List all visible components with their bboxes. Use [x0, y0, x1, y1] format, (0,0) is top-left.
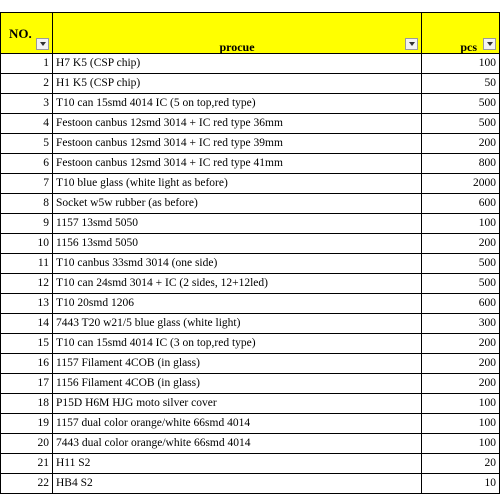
cell-no[interactable]: 7 [1, 174, 53, 194]
cell-procue[interactable]: T10 can 15smd 4014 IC (3 on top,red type) [53, 334, 422, 354]
cell-pcs[interactable]: 100 [422, 434, 500, 454]
table-row [1, 114, 500, 134]
table-row [1, 454, 500, 474]
cell-pcs[interactable]: 300 [422, 314, 500, 334]
cell-pcs[interactable]: 20 [422, 454, 500, 474]
cell-procue[interactable]: Festoon canbus 12smd 3014 + IC red type 36mm [53, 114, 422, 134]
header-label-no: NO. [9, 26, 32, 41]
table-header [1, 13, 500, 54]
cell-no[interactable]: 21 [1, 454, 53, 474]
cell-pcs[interactable]: 200 [422, 134, 500, 154]
table-row [1, 134, 500, 154]
header-cell-pcs[interactable] [422, 13, 500, 54]
table-row [1, 414, 500, 434]
cell-no[interactable]: 16 [1, 354, 53, 374]
header-cell-procue[interactable] [53, 13, 422, 54]
cell-no[interactable]: 8 [1, 194, 53, 214]
chevron-down-icon [40, 42, 46, 46]
table-row [1, 94, 500, 114]
cell-procue[interactable]: T10 can 15smd 4014 IC (5 on top,red type) [53, 94, 422, 114]
header-row [1, 13, 500, 54]
spreadsheet-table [0, 12, 500, 494]
cell-procue[interactable]: 7443 T20 w21/5 blue glass (white light) [53, 314, 422, 334]
cell-no[interactable]: 4 [1, 114, 53, 134]
cell-procue[interactable]: HB4 S2 [53, 474, 422, 494]
filter-dropdown-icon[interactable] [36, 38, 49, 50]
cell-no[interactable]: 11 [1, 254, 53, 274]
header-label-procue: procue [219, 40, 255, 54]
table-row [1, 194, 500, 214]
cell-no[interactable]: 18 [1, 394, 53, 414]
cell-no[interactable]: 19 [1, 414, 53, 434]
table-row [1, 274, 500, 294]
cell-pcs[interactable]: 10 [422, 474, 500, 494]
cell-no[interactable]: 3 [1, 94, 53, 114]
cell-no[interactable]: 2 [1, 74, 53, 94]
table-body [1, 54, 500, 494]
cell-pcs[interactable]: 500 [422, 114, 500, 134]
cell-no[interactable]: 5 [1, 134, 53, 154]
cell-procue[interactable]: H7 K5 (CSP chip) [53, 54, 422, 74]
cell-pcs[interactable]: 800 [422, 154, 500, 174]
cell-no[interactable]: 9 [1, 214, 53, 234]
header-label-pcs: pcs [460, 40, 477, 54]
table-row [1, 254, 500, 274]
header-cell-no[interactable] [1, 13, 53, 54]
table-row [1, 74, 500, 94]
cell-pcs[interactable]: 200 [422, 234, 500, 254]
cell-no[interactable]: 10 [1, 234, 53, 254]
cell-procue[interactable]: T10 canbus 33smd 3014 (one side) [53, 254, 422, 274]
cell-procue[interactable]: H11 S2 [53, 454, 422, 474]
cell-pcs[interactable]: 500 [422, 274, 500, 294]
cell-no[interactable]: 20 [1, 434, 53, 454]
cell-procue[interactable]: 1156 Filament 4COB (in glass) [53, 374, 422, 394]
cell-pcs[interactable]: 600 [422, 194, 500, 214]
table-row [1, 294, 500, 314]
cell-procue[interactable]: Socket w5w rubber (as before) [53, 194, 422, 214]
cell-pcs[interactable]: 200 [422, 334, 500, 354]
cell-pcs[interactable]: 200 [422, 374, 500, 394]
table-row [1, 354, 500, 374]
table-row [1, 214, 500, 234]
cell-pcs[interactable]: 100 [422, 214, 500, 234]
cell-pcs[interactable]: 100 [422, 54, 500, 74]
cell-procue[interactable]: Festoon canbus 12smd 3014 + IC red type 39mm [53, 134, 422, 154]
cell-pcs[interactable]: 200 [422, 354, 500, 374]
cell-procue[interactable]: 1156 13smd 5050 [53, 234, 422, 254]
cell-procue[interactable]: Festoon canbus 12smd 3014 + IC red type 41mm [53, 154, 422, 174]
cell-procue[interactable]: T10 can 24smd 3014 + IC (2 sides, 12+12led) [53, 274, 422, 294]
table-row [1, 54, 500, 74]
cell-no[interactable]: 14 [1, 314, 53, 334]
filter-dropdown-icon[interactable] [483, 38, 496, 50]
cell-pcs[interactable]: 500 [422, 94, 500, 114]
table-row [1, 234, 500, 254]
table-row [1, 334, 500, 354]
chevron-down-icon [409, 42, 415, 46]
cell-pcs[interactable]: 100 [422, 394, 500, 414]
table-row [1, 394, 500, 414]
cell-pcs[interactable]: 500 [422, 254, 500, 274]
table-row [1, 174, 500, 194]
cell-procue[interactable]: T10 blue glass (white light as before) [53, 174, 422, 194]
cell-procue[interactable]: H1 K5 (CSP chip) [53, 74, 422, 94]
cell-no[interactable]: 15 [1, 334, 53, 354]
filter-dropdown-icon[interactable] [405, 38, 418, 50]
cell-pcs[interactable]: 2000 [422, 174, 500, 194]
table-row [1, 154, 500, 174]
table-row [1, 474, 500, 494]
cell-no[interactable]: 17 [1, 374, 53, 394]
cell-procue[interactable]: T10 20smd 1206 [53, 294, 422, 314]
cell-procue[interactable]: P15D H6M HJG moto silver cover [53, 394, 422, 414]
cell-no[interactable]: 6 [1, 154, 53, 174]
table-row [1, 434, 500, 454]
cell-pcs[interactable]: 50 [422, 74, 500, 94]
table-row [1, 314, 500, 334]
cell-no[interactable]: 1 [1, 54, 53, 74]
cell-no[interactable]: 12 [1, 274, 53, 294]
cell-pcs[interactable]: 100 [422, 414, 500, 434]
cell-procue[interactable]: 1157 13smd 5050 [53, 214, 422, 234]
cell-procue[interactable]: 1157 Filament 4COB (in glass) [53, 354, 422, 374]
chevron-down-icon [487, 42, 493, 46]
cell-no[interactable]: 22 [1, 474, 53, 494]
cell-no[interactable]: 13 [1, 294, 53, 314]
cell-procue[interactable]: 7443 dual color orange/white 66smd 4014 [53, 434, 422, 454]
table-row [1, 374, 500, 394]
cell-pcs[interactable]: 600 [422, 294, 500, 314]
cell-procue[interactable]: 1157 dual color orange/white 66smd 4014 [53, 414, 422, 434]
